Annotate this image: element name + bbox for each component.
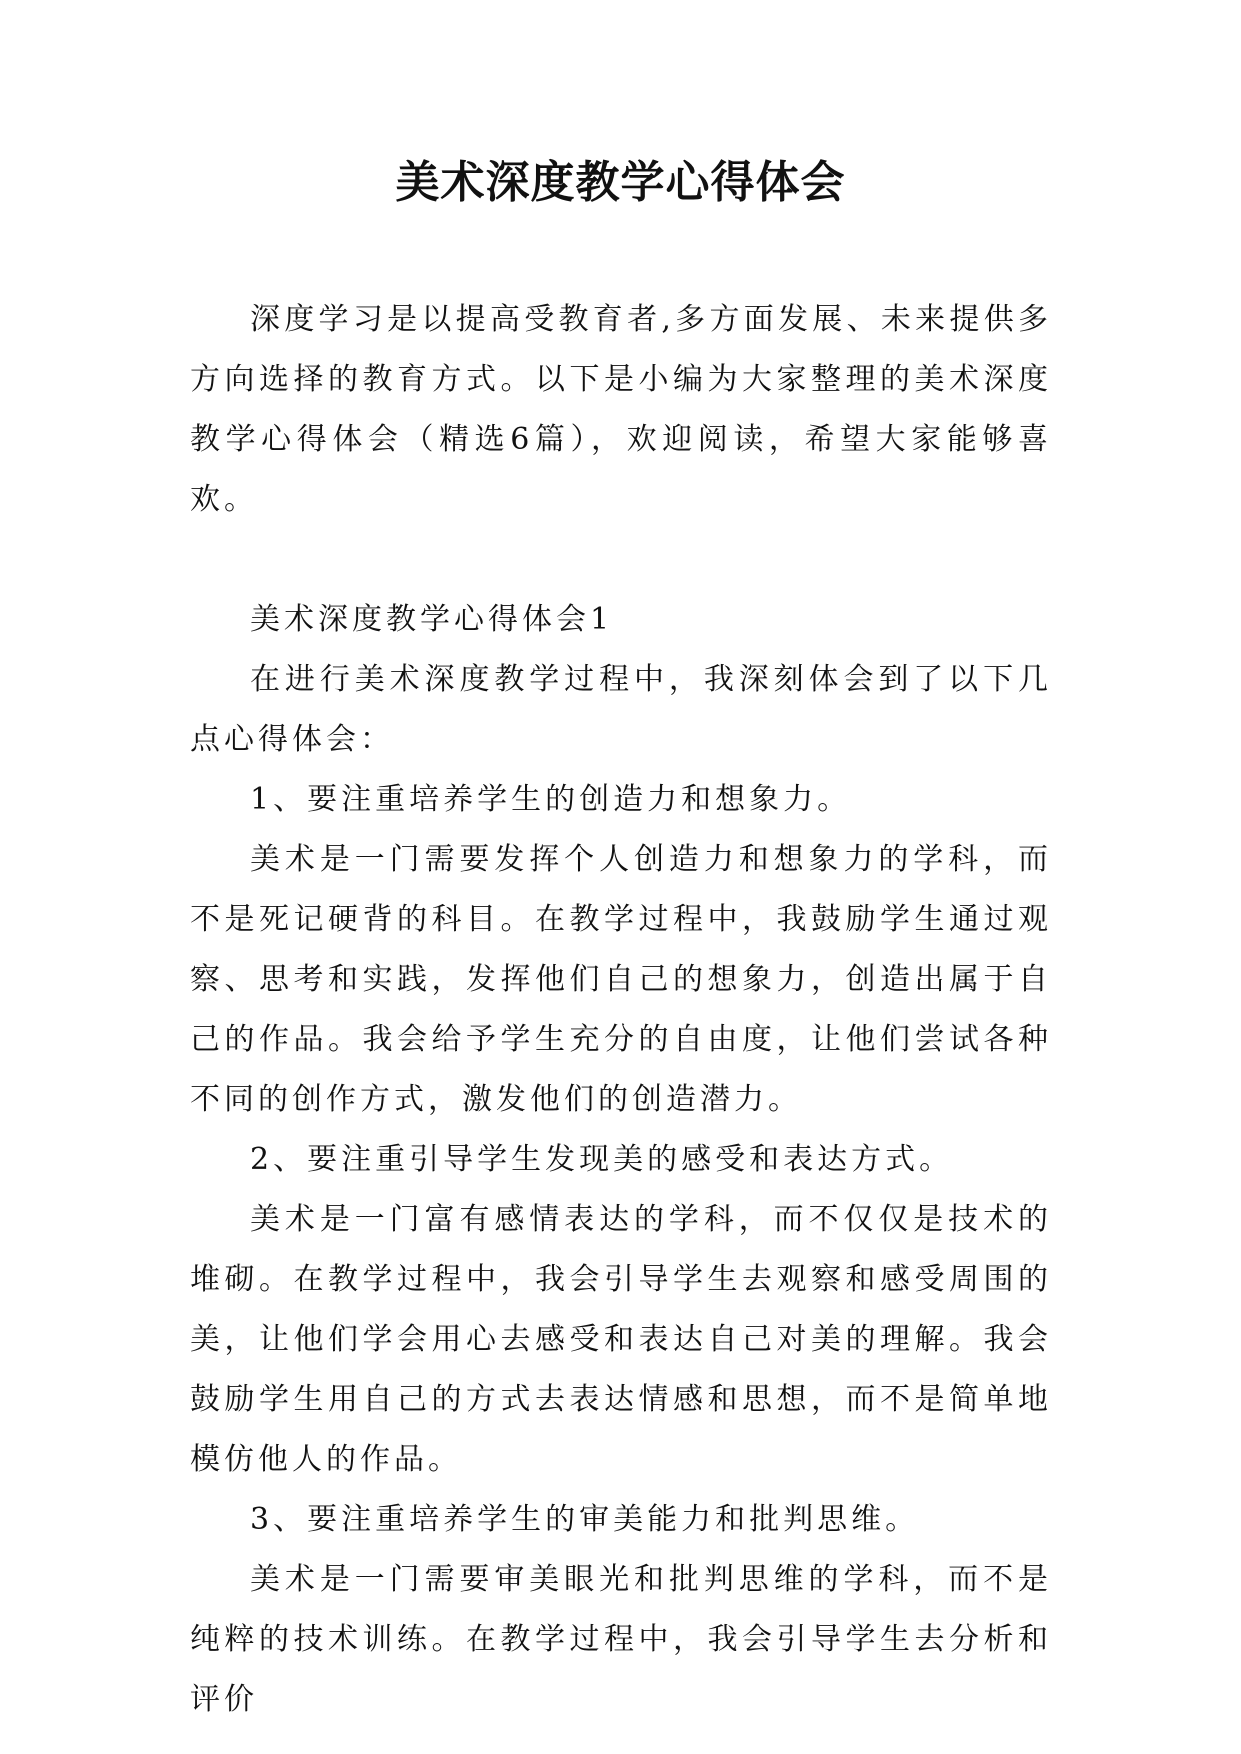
point-heading: 1、要注重培养学生的创造力和想象力。 [250, 782, 852, 817]
body-paragraph: 美术是一门需要发挥个人创造力和想象力的学科，而不是死记硬背的科目。在教学过程中，我鼓励学生通过观察、思考和实践，发挥他们自己的想象力，创造出属于自己的作品。我会给予学生充分的自由度，让他们尝试各种不同的创作方式，激发他们的创造潜力。 [190, 842, 1052, 1117]
point-heading: 3、要注重培养学生的审美能力和批判思维。 [250, 1502, 920, 1537]
point-heading: 2、要注重引导学生发现美的感受和表达方式。 [250, 1142, 954, 1177]
intro-paragraph: 深度学习是以提高受教育者,多方面发展、未来提供多方向选择的教育方式。以下是小编为大家整理的美术深度教学心得体会（精选6篇），欢迎阅读，希望大家能够喜欢。 [190, 302, 1052, 517]
section-heading: 美术深度教学心得体会1 [250, 602, 614, 637]
body-paragraph: 美术是一门需要审美眼光和批判思维的学科，而不是纯粹的技术训练。在教学过程中，我会引导学生去分析和评价 [190, 1562, 1052, 1717]
body-paragraph: 在进行美术深度教学过程中，我深刻体会到了以下几点心得体会： [190, 662, 1052, 757]
document-title: 美术深度教学心得体会 [395, 157, 846, 208]
document-body [190, 290, 1052, 1730]
body-paragraph: 美术是一门富有感情表达的学科，而不仅仅是技术的堆砌。在教学过程中，我会引导学生去观察和感受周围的美，让他们学会用心去感受和表达自己对美的理解。我会鼓励学生用自己的方式去表达情感和思想，而不是简单地模仿他人的作品。 [190, 1202, 1052, 1477]
